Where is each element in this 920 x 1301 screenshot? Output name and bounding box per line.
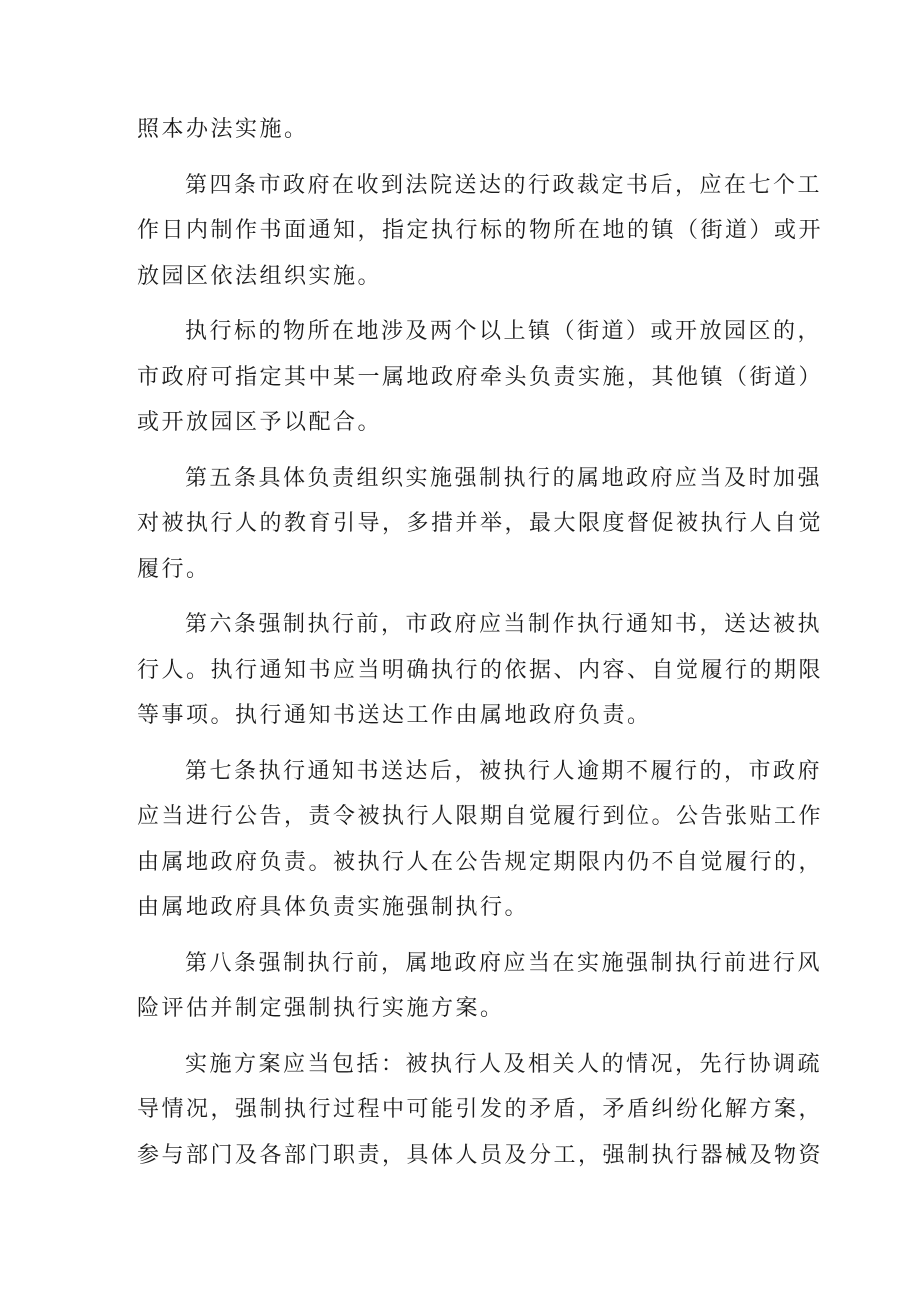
paragraph-line: 对被执行人的教育引导，多措并举，最大限度督促被执行人自觉 [137,511,824,536]
paragraph-line: 由属地政府负责。被执行人在公告规定期限内仍不自觉履行的， [137,849,824,875]
paragraph-line: 应当进行公告，责令被执行人限期自觉履行到位。公告张贴工作 [137,804,824,829]
paragraph-line: 实施方案应当包括：被执行人及相关人的情况，先行协调疏 [185,1051,823,1077]
paragraph-line: 行人。执行通知书应当明确执行的依据、内容、自觉履行的期限 [137,657,824,683]
paragraph-line: 参与部门及各部门职责，具体人员及分工，强制执行器械及物资 [137,1142,824,1168]
article-7-heading-line: 第七条执行通知书送达后，被执行人逾期不履行的，市政府 [185,758,823,784]
paragraph-line: 履行。 [137,556,211,582]
document-body [137,107,824,1178]
paragraph-line: 导情况，强制执行过程中可能引发的矛盾，矛盾纠纷化解方案， [137,1097,824,1122]
paragraph-line: 由属地政府具体负责实施强制执行。 [137,895,530,920]
paragraph-line: 执行标的物所在地涉及两个以上镇（街道）或开放园区的， [185,319,823,344]
paragraph-line: 等事项。执行通知书送达工作由属地政府负责。 [137,703,652,728]
article-4-heading-line: 第四条市政府在收到法院送达的行政裁定书后，应在七个工 [185,172,823,198]
article-8-heading-line: 第八条强制执行前，属地政府应当在实施强制执行前进行风 [185,950,823,976]
paragraph-line: 照本办法实施。 [137,117,309,142]
paragraph-line: 放园区依法组织实施。 [137,263,383,289]
article-5-heading-line: 第五条具体负责组织实施强制执行的属地政府应当及时加强 [185,465,823,491]
paragraph-line: 或开放园区予以配合。 [137,410,383,435]
paragraph-line: 市政府可指定其中某一属地政府牵头负责实施，其他镇（街道） [137,364,824,390]
paragraph-line: 险评估并制定强制执行实施方案。 [137,996,505,1021]
paragraph-line: 作日内制作书面通知，指定执行标的物所在地的镇（街道）或开 [137,218,824,243]
article-6-heading-line: 第六条强制执行前，市政府应当制作执行通知书，送达被执 [185,612,823,637]
